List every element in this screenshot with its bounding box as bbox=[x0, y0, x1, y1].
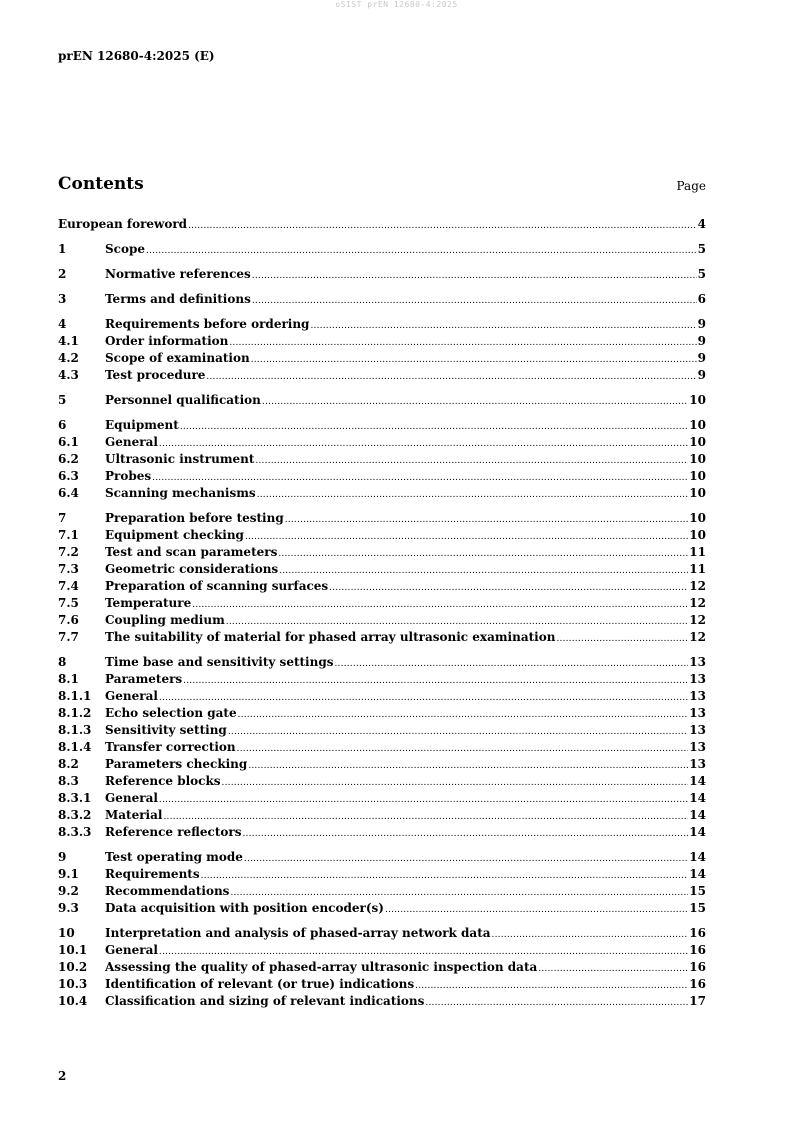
toc-entry-page: 13 bbox=[689, 740, 706, 754]
toc-dot-leader bbox=[229, 335, 696, 352]
toc-entry-title: Equipment bbox=[105, 418, 179, 432]
toc-entry-number: 1 bbox=[58, 242, 67, 256]
toc-entry-page: 14 bbox=[689, 825, 706, 839]
toc-entry[interactable] bbox=[58, 900, 706, 917]
toc-entry-title: Classification and sizing of relevant indications bbox=[105, 994, 425, 1008]
toc-entry-page: 9 bbox=[697, 351, 706, 365]
toc-entry[interactable] bbox=[58, 216, 706, 233]
page-number: 2 bbox=[58, 1069, 67, 1083]
toc-entry-number: 7 bbox=[58, 511, 67, 525]
toc-entry[interactable] bbox=[58, 688, 706, 705]
toc-entry-page: 12 bbox=[689, 613, 706, 627]
toc-dot-leader bbox=[538, 961, 688, 978]
toc-entry-number: 6.1 bbox=[58, 435, 79, 449]
toc-dot-leader bbox=[492, 927, 689, 944]
toc-entry-number: 5 bbox=[58, 393, 67, 407]
toc-entry-page: 10 bbox=[689, 511, 706, 525]
toc-entry-page: 13 bbox=[689, 757, 706, 771]
toc-entry-title: Interpretation and analysis of phased-array network data bbox=[105, 926, 491, 940]
toc-entry[interactable] bbox=[58, 993, 706, 1010]
toc-entry-number: 9.1 bbox=[58, 867, 79, 881]
toc-entry[interactable] bbox=[58, 866, 706, 883]
toc-dot-leader bbox=[159, 792, 688, 809]
toc-entry[interactable] bbox=[58, 291, 706, 308]
toc-entry[interactable] bbox=[58, 544, 706, 561]
toc-entry-title: Requirements before ordering bbox=[105, 317, 310, 331]
toc-entry-title: Personnel qualification bbox=[105, 393, 261, 407]
toc-entry-title: Parameters bbox=[105, 672, 183, 686]
toc-dot-leader bbox=[159, 690, 688, 707]
toc-entry[interactable] bbox=[58, 629, 706, 646]
toc-entry-number: 7.2 bbox=[58, 545, 79, 559]
toc-entry-page: 14 bbox=[689, 867, 706, 881]
toc-entry-title: General bbox=[105, 791, 158, 805]
toc-entry-number: 6 bbox=[58, 418, 67, 432]
toc-entry-title: The suitability of material for phased array ultrasonic examination bbox=[105, 630, 556, 644]
toc-entry-number: 9.3 bbox=[58, 901, 79, 915]
toc-entry-number: 10.4 bbox=[58, 994, 88, 1008]
toc-entry-number: 6.3 bbox=[58, 469, 79, 483]
toc-entry-page: 11 bbox=[689, 545, 706, 559]
toc-dot-leader bbox=[228, 724, 688, 741]
toc-entry[interactable] bbox=[58, 392, 706, 409]
toc-entry-title: Probes bbox=[105, 469, 152, 483]
toc-entry-number: 7.7 bbox=[58, 630, 79, 644]
toc-entry-number: 2 bbox=[58, 267, 67, 281]
toc-entry-number: 6.2 bbox=[58, 452, 79, 466]
toc-entry-page: 14 bbox=[689, 808, 706, 822]
toc-entry-page: 13 bbox=[689, 706, 706, 720]
toc-dot-leader bbox=[245, 529, 688, 546]
toc-entry-title: General bbox=[105, 689, 158, 703]
toc-dot-leader bbox=[237, 741, 689, 758]
toc-entry-title: Recommendations bbox=[105, 884, 230, 898]
toc-entry-title: Scope of examination bbox=[105, 351, 250, 365]
toc-dot-leader bbox=[242, 826, 688, 843]
toc-entry-title: Requirements bbox=[105, 867, 200, 881]
toc-entry[interactable] bbox=[58, 773, 706, 790]
toc-entry[interactable] bbox=[58, 807, 706, 824]
watermark: oSIST prEN 12680-4:2025 bbox=[335, 0, 458, 9]
toc-entry-number: 4.2 bbox=[58, 351, 79, 365]
toc-entry-title: Reference reflectors bbox=[105, 825, 242, 839]
toc-entry-page: 13 bbox=[689, 689, 706, 703]
toc-entry-title: Ultrasonic instrument bbox=[105, 452, 255, 466]
toc-entry-title: Scope bbox=[105, 242, 146, 256]
toc-dot-leader bbox=[206, 369, 696, 386]
toc-entry-page: 16 bbox=[689, 977, 706, 991]
toc-entry-number: 8.2 bbox=[58, 757, 79, 771]
toc-entry-page: 5 bbox=[697, 242, 706, 256]
toc-entry[interactable] bbox=[58, 468, 706, 485]
toc-dot-leader bbox=[310, 318, 696, 335]
toc-entry-title: Time base and sensitivity settings bbox=[105, 655, 334, 669]
toc-entry-number: 7.5 bbox=[58, 596, 79, 610]
toc-dot-leader bbox=[385, 902, 688, 919]
toc-entry-page: 17 bbox=[689, 994, 706, 1008]
toc-entry-title: Preparation of scanning surfaces bbox=[105, 579, 329, 593]
toc-entry[interactable] bbox=[58, 654, 706, 671]
toc-entry-page: 10 bbox=[689, 452, 706, 466]
toc-entry[interactable] bbox=[58, 756, 706, 773]
toc-entry-page: 10 bbox=[689, 435, 706, 449]
toc-dot-leader bbox=[278, 546, 688, 563]
toc-entry-number: 7.4 bbox=[58, 579, 79, 593]
toc-entry-title: Identification of relevant (or true) indications bbox=[105, 977, 415, 991]
toc-entry-page: 16 bbox=[689, 943, 706, 957]
toc-entry-page: 10 bbox=[689, 418, 706, 432]
toc-dot-leader bbox=[201, 868, 689, 885]
toc-entry[interactable] bbox=[58, 959, 706, 976]
toc-entry[interactable] bbox=[58, 417, 706, 434]
toc-entry-page: 9 bbox=[697, 317, 706, 331]
toc-entry-title: Coupling medium bbox=[105, 613, 225, 627]
toc-entry-page: 12 bbox=[689, 596, 706, 610]
toc-entry[interactable] bbox=[58, 316, 706, 333]
toc-entry-number: 8.3.1 bbox=[58, 791, 92, 805]
toc-entry-number: 10.1 bbox=[58, 943, 88, 957]
toc-entry[interactable] bbox=[58, 942, 706, 959]
toc-entry-page: 14 bbox=[689, 774, 706, 788]
toc-entry-title: Test and scan parameters bbox=[105, 545, 278, 559]
toc-dot-leader bbox=[146, 243, 697, 260]
toc-entry-page: 12 bbox=[689, 579, 706, 593]
toc-entry[interactable] bbox=[58, 612, 706, 629]
toc-dot-leader bbox=[279, 563, 688, 580]
toc-entry-number: 8.1.1 bbox=[58, 689, 92, 703]
toc-entry-title: Reference blocks bbox=[105, 774, 221, 788]
toc-dot-leader bbox=[222, 775, 689, 792]
toc-entry-title: Data acquisition with position encoder(s) bbox=[105, 901, 384, 915]
toc-dot-leader bbox=[329, 580, 688, 597]
toc-entry[interactable] bbox=[58, 561, 706, 578]
table-of-contents bbox=[58, 216, 706, 1010]
toc-entry-number: 10 bbox=[58, 926, 75, 940]
toc-entry-page: 14 bbox=[689, 850, 706, 864]
toc-entry[interactable] bbox=[58, 350, 706, 367]
toc-entry[interactable] bbox=[58, 266, 706, 283]
toc-dot-leader bbox=[183, 673, 688, 690]
toc-entry-title: Equipment checking bbox=[105, 528, 244, 542]
toc-entry-number: 10.2 bbox=[58, 960, 88, 974]
toc-entry-page: 16 bbox=[689, 926, 706, 940]
toc-dot-leader bbox=[285, 512, 689, 529]
toc-dot-leader bbox=[238, 707, 689, 724]
toc-entry[interactable] bbox=[58, 671, 706, 688]
toc-dot-leader bbox=[163, 809, 688, 826]
toc-entry-number: 8 bbox=[58, 655, 67, 669]
toc-entry-number: 9.2 bbox=[58, 884, 79, 898]
toc-entry[interactable] bbox=[58, 849, 706, 866]
toc-entry-page: 10 bbox=[689, 393, 706, 407]
toc-entry-page: 13 bbox=[689, 655, 706, 669]
toc-entry-page: 10 bbox=[689, 528, 706, 542]
toc-entry[interactable] bbox=[58, 367, 706, 384]
toc-entry-number: 8.3 bbox=[58, 774, 79, 788]
toc-entry-page: 11 bbox=[689, 562, 706, 576]
toc-entry-number: 7.3 bbox=[58, 562, 79, 576]
toc-entry[interactable] bbox=[58, 485, 706, 502]
toc-dot-leader bbox=[244, 851, 688, 868]
toc-entry-page: 9 bbox=[697, 334, 706, 348]
toc-dot-leader bbox=[188, 218, 697, 235]
toc-entry[interactable] bbox=[58, 241, 706, 258]
toc-entry-number: 8.3.3 bbox=[58, 825, 92, 839]
toc-entry-title: Order information bbox=[105, 334, 229, 348]
toc-entry-title: Transfer correction bbox=[105, 740, 236, 754]
toc-dot-leader bbox=[192, 597, 688, 614]
toc-dot-leader bbox=[257, 487, 689, 504]
toc-entry-title: Preparation before testing bbox=[105, 511, 284, 525]
toc-entry-title: Assessing the quality of phased-array ultrasonic inspection data bbox=[105, 960, 538, 974]
toc-entry[interactable] bbox=[58, 925, 706, 942]
toc-dot-leader bbox=[252, 268, 697, 285]
toc-entry[interactable] bbox=[58, 434, 706, 451]
toc-dot-leader bbox=[252, 293, 697, 310]
toc-entry-title: Scanning mechanisms bbox=[105, 486, 256, 500]
toc-entry-title: Parameters checking bbox=[105, 757, 248, 771]
toc-entry-number: 7.1 bbox=[58, 528, 79, 542]
toc-entry[interactable] bbox=[58, 595, 706, 612]
toc-entry-number: 4.3 bbox=[58, 368, 79, 382]
toc-entry-title: Normative references bbox=[105, 267, 251, 281]
toc-entry-title: Temperature bbox=[105, 596, 192, 610]
toc-entry[interactable] bbox=[58, 790, 706, 807]
toc-dot-leader bbox=[248, 758, 688, 775]
toc-entry-number: 10.3 bbox=[58, 977, 88, 991]
toc-entry[interactable] bbox=[58, 333, 706, 350]
toc-entry[interactable] bbox=[58, 883, 706, 900]
toc-entry-title: European foreword bbox=[58, 217, 188, 231]
toc-entry-title: Material bbox=[105, 808, 163, 822]
toc-entry-number: 4.1 bbox=[58, 334, 79, 348]
toc-entry[interactable] bbox=[58, 527, 706, 544]
toc-dot-leader bbox=[262, 394, 688, 411]
toc-entry-number: 3 bbox=[58, 292, 67, 306]
page-column-label: Page bbox=[676, 179, 706, 193]
toc-entry-number: 4 bbox=[58, 317, 67, 331]
toc-entry-page: 10 bbox=[689, 486, 706, 500]
toc-entry-number: 8.3.2 bbox=[58, 808, 92, 822]
toc-entry[interactable] bbox=[58, 739, 706, 756]
toc-entry-number: 6.4 bbox=[58, 486, 79, 500]
toc-entry-page: 15 bbox=[689, 901, 706, 915]
toc-entry[interactable] bbox=[58, 824, 706, 841]
toc-entry[interactable] bbox=[58, 510, 706, 527]
toc-entry-page: 16 bbox=[689, 960, 706, 974]
toc-entry-number: 8.1.4 bbox=[58, 740, 92, 754]
toc-dot-leader bbox=[255, 453, 688, 470]
toc-entry[interactable] bbox=[58, 722, 706, 739]
document-id: prEN 12680-4:2025 (E) bbox=[58, 49, 215, 63]
toc-entry-page: 14 bbox=[689, 791, 706, 805]
toc-entry-page: 10 bbox=[689, 469, 706, 483]
toc-entry-page: 5 bbox=[697, 267, 706, 281]
toc-entry[interactable] bbox=[58, 451, 706, 468]
toc-dot-leader bbox=[251, 352, 697, 369]
toc-entry-page: 12 bbox=[689, 630, 706, 644]
toc-entry-page: 13 bbox=[689, 672, 706, 686]
toc-entry-number: 8.1.3 bbox=[58, 723, 92, 737]
toc-entry-title: Test operating mode bbox=[105, 850, 243, 864]
toc-entry-number: 7.6 bbox=[58, 613, 79, 627]
toc-entry-page: 6 bbox=[697, 292, 706, 306]
toc-dot-leader bbox=[180, 419, 688, 436]
toc-entry[interactable] bbox=[58, 705, 706, 722]
toc-entry-title: Echo selection gate bbox=[105, 706, 237, 720]
toc-dot-leader bbox=[425, 995, 688, 1012]
toc-entry-number: 9 bbox=[58, 850, 67, 864]
toc-entry-page: 4 bbox=[697, 217, 706, 231]
toc-entry-title: General bbox=[105, 943, 158, 957]
toc-entry-page: 9 bbox=[697, 368, 706, 382]
toc-entry-title: Geometric considerations bbox=[105, 562, 279, 576]
toc-entry[interactable] bbox=[58, 976, 706, 993]
toc-entry-title: General bbox=[105, 435, 158, 449]
toc-entry-title: Test procedure bbox=[105, 368, 206, 382]
toc-entry-page: 15 bbox=[689, 884, 706, 898]
toc-entry-number: 8.1 bbox=[58, 672, 79, 686]
toc-entry-title: Sensitivity setting bbox=[105, 723, 227, 737]
toc-dot-leader bbox=[334, 656, 688, 673]
toc-dot-leader bbox=[415, 978, 688, 995]
toc-entry[interactable] bbox=[58, 578, 706, 595]
toc-entry-page: 13 bbox=[689, 723, 706, 737]
contents-title: Contents bbox=[58, 174, 144, 194]
toc-dot-leader bbox=[556, 631, 688, 648]
toc-entry-number: 8.1.2 bbox=[58, 706, 92, 720]
toc-entry-title: Terms and definitions bbox=[105, 292, 251, 306]
